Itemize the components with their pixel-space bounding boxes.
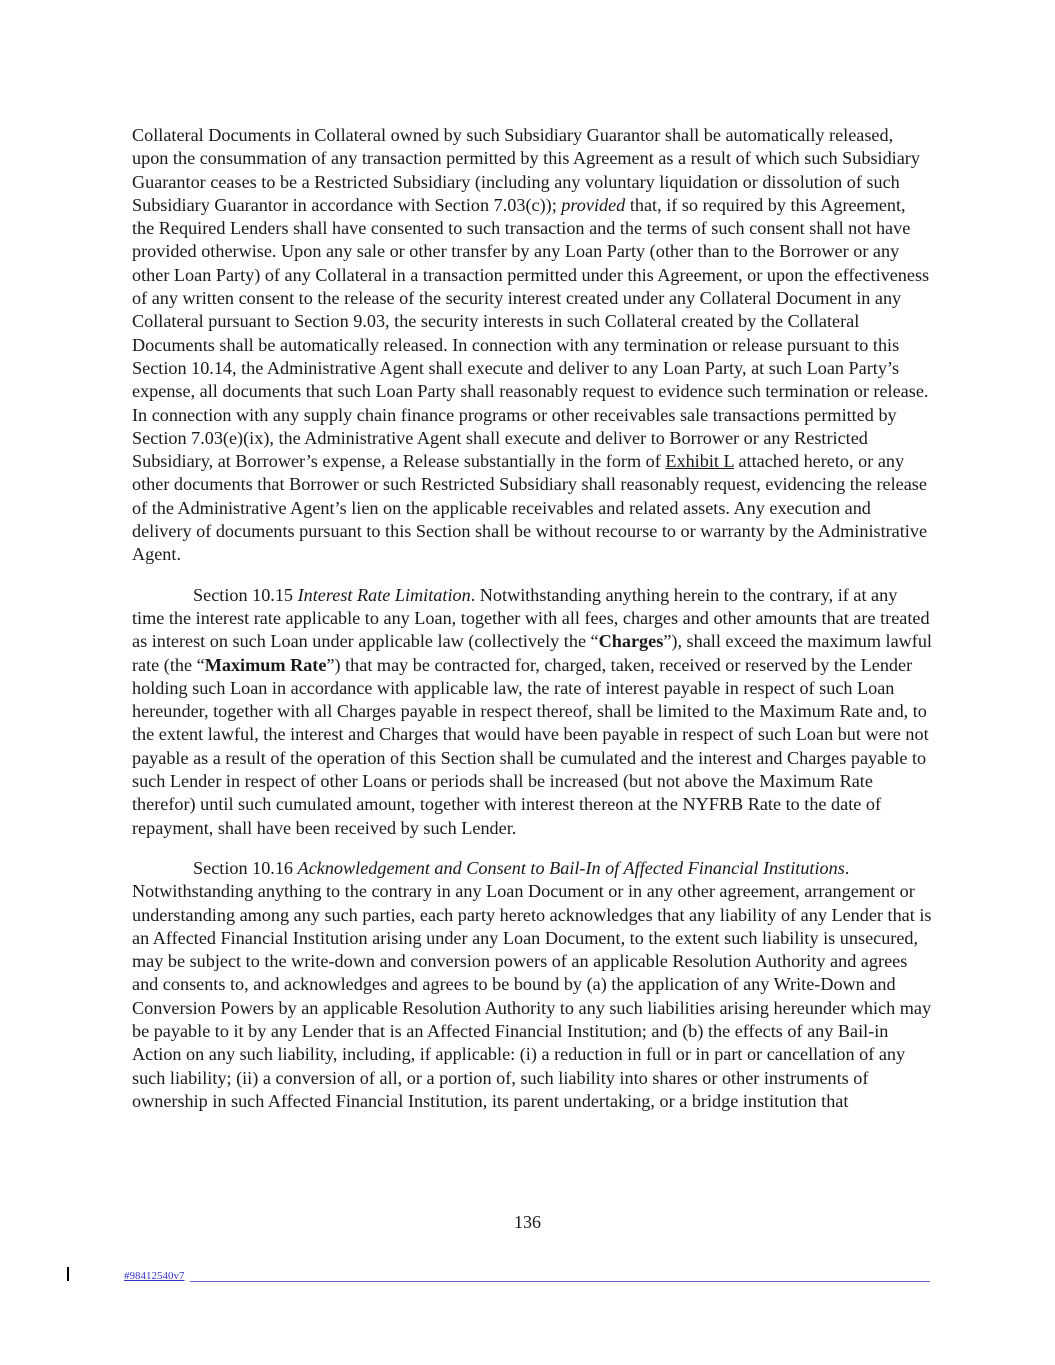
section-heading: Interest Rate Limitation <box>297 584 471 605</box>
paragraph-collateral-release <box>132 124 932 567</box>
section-number: Section 10.16 <box>193 857 294 878</box>
text-run: ”), shall exceed the maximum lawful rate (the “ <box>132 631 932 675</box>
provided-term: provided <box>561 194 626 215</box>
revision-bar <box>67 1267 69 1281</box>
defined-term-maximum-rate: Maximum Rate <box>204 654 327 675</box>
section-number: Section 10.15 <box>193 584 294 605</box>
text-run: . Notwithstanding anything herein to the contrary, if at any time the interest rate applicable to any Loan, together with all fees, charges and other amounts that are treated as interest on such Loan under applicable law (collectively the “ <box>132 584 930 652</box>
text-run: that, if so required by this Agreement, the Required Lenders shall have consented to such transaction and the terms of such consent shall not have provided otherwise. Upon any sale or other transfer by any Loan Party (other than to the Borrower or any other Loan Party) of any Collateral in a transaction permitted under this Agreement, or upon the effectiveness of any written consent to the release of the security interest created under any Collateral Document in any Collateral pursuant to Section 9.03, the security interests in such Collateral created by the Collateral Documents shall be automatically released. In connection with any termination or release pursuant to this Section 10.14, the Administrative Agent shall execute and deliver to any Loan Party, at such Loan Party’s expense, all documents that such Loan Party shall reasonably request to evidence such termination or release. In connection with any supply chain finance programs or other receivables sale transactions permitted by Section 7.03(e)(ix), the Administrative Agent shall execute and deliver to Borrower or any Restricted Subsidiary, at Borrower’s expense, a Release substantially in the form of <box>132 194 930 472</box>
exhibit-reference: Exhibit L <box>665 451 734 472</box>
footer-divider <box>190 1281 930 1282</box>
page-number: 136 <box>514 1212 541 1232</box>
section-heading: Acknowledgement and Consent to Bail-In of Affected Financial Institutions <box>297 857 845 878</box>
text-run: Collateral Documents in Collateral owned by such Subsidiary Guarantor shall be automatically released, upon the consummation of any transaction permitted by this Agreement as a result of which such Subsidiary Guarantor ceases to be a Restricted Subsidiary (including any voluntary liquidation or dissolution of such Subsidiary Guarantor in accordance with Section 7.03(c)); <box>132 125 920 215</box>
text-run: attached hereto, or any other documents that Borrower or such Restricted Subsidiary shall reasonably request, evidencing the release of the Administrative Agent’s lien on the applicable receivables and related assets. Any execution and delivery of documents pursuant to this Section shall be without recourse to or warranty by the Administrative Agent. <box>132 451 928 565</box>
document-body <box>132 124 932 1130</box>
text-run: ”) that may be contracted for, charged, taken, received or reserved by the Lender holding such Loan in accordance with applicable law, the rate of interest payable in respect of such Loan hereunder, together with all Charges payable in respect thereof, shall be limited to the Maximum Rate and, to the extent lawful, the interest and Charges that would have been payable in respect of such Loan but were not payable as a result of the operation of this Section shall be cumulated and the interest and Charges payable to such Lender in respect of other Loans or periods shall be increased (but not above the Maximum Rate therefor) until such cumulated amount, together with interest thereon at the NYFRB Rate to the date of repayment, shall have been received by such Lender. <box>132 654 929 838</box>
section-10-15 <box>132 584 932 840</box>
section-10-16 <box>132 857 932 1113</box>
text-run: . Notwithstanding anything to the contrary in any Loan Document or in any other agreement, arrangement or understanding among any such parties, each party hereto acknowledges that any liability of any Lender that is an Affected Financial Institution arising under any Loan Document, to the extent such liability is unsecured, may be subject to the write-down and conversion powers of an applicable Resolution Authority and agrees and consents to, and acknowledges and agrees to be bound by (a) the application of any Write-Down and Conversion Powers by an applicable Resolution Authority to any such liabilities arising hereunder which may be payable to it by any Lender that is an Affected Financial Institution; and (b) the effects of any Bail-in Action on any such liability, including, if applicable: (i) a reduction in full or in part or cancellation of any such liability; (ii) a conversion of all, or a portion of, such liability into shares or other instruments of ownership in such Affected Financial Institution, its parent undertaking, or a bridge institution that <box>132 857 932 1111</box>
defined-term-charges: Charges <box>598 631 664 652</box>
document-id: #98412540v7 <box>124 1270 185 1282</box>
